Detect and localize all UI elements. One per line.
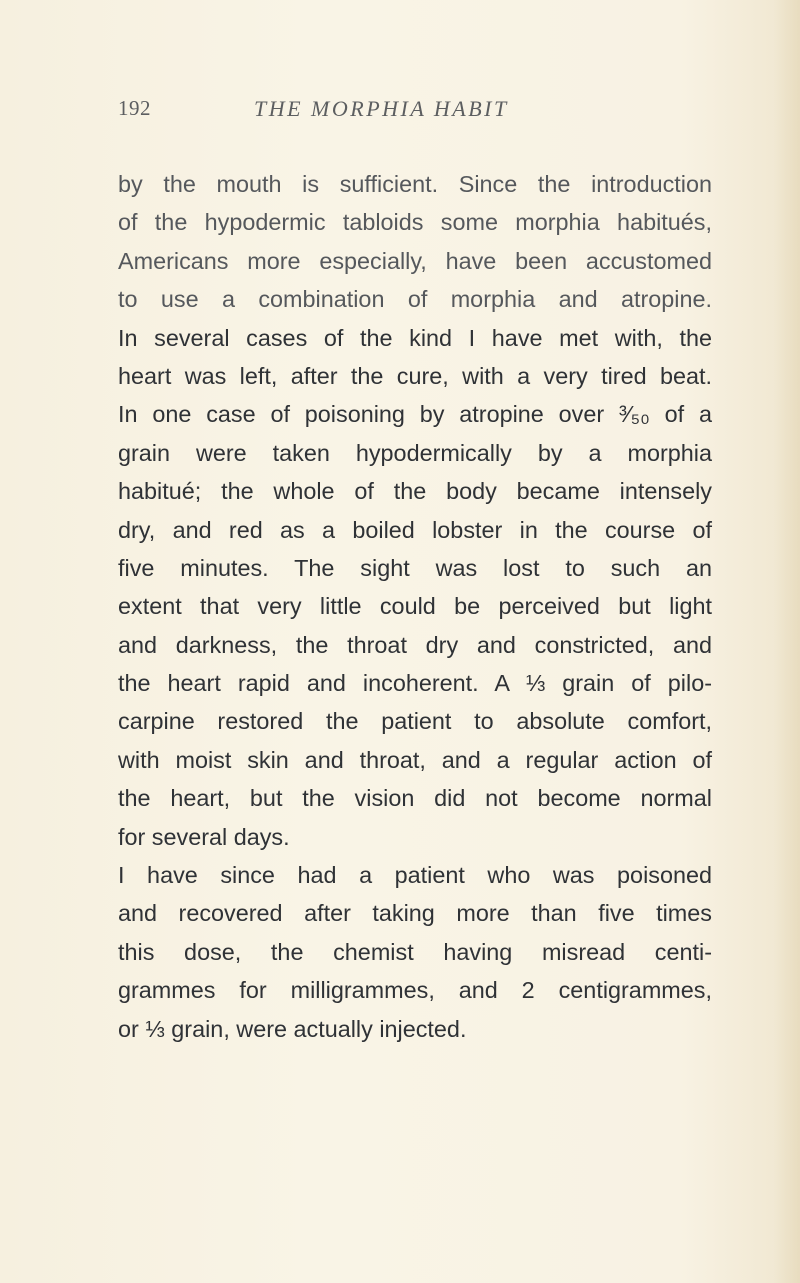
text-line: for several days. bbox=[118, 823, 290, 850]
text-line: heart was left, after the cure, with a very tired beat. bbox=[118, 362, 712, 389]
text-line: the heart rapid and incoherent. A ⅓ grain of pilo- bbox=[118, 670, 712, 697]
text-line: by the mouth is sufficient. Since the introduction bbox=[118, 171, 712, 197]
text-line: or ⅓ grain, were actually injected. bbox=[118, 1015, 467, 1042]
paragraph-1 bbox=[118, 165, 712, 856]
text-line: I have since had a patient who was poisoned bbox=[118, 862, 712, 889]
page-header bbox=[118, 96, 718, 126]
text-line: grammes for milligrammes, and 2 centigrammes, bbox=[118, 977, 712, 1004]
text-line: habitué; the whole of the body became intensely bbox=[118, 478, 712, 505]
text-line: of the hypodermic tabloids some morphia habitués, bbox=[118, 209, 712, 236]
text-line: grain were taken hypodermically by a morphia bbox=[118, 439, 712, 466]
page-edge-shadow bbox=[774, 0, 800, 1283]
text-line: five minutes. The sight was lost to such an bbox=[118, 554, 712, 581]
text-line: Americans more especially, have been accustomed bbox=[118, 247, 712, 274]
text-line: with moist skin and throat, and a regular action of bbox=[118, 746, 712, 773]
body-text bbox=[118, 165, 712, 1048]
text-line: and darkness, the throat dry and constricted, and bbox=[118, 631, 712, 658]
text-line: the heart, but the vision did not become normal bbox=[118, 785, 712, 812]
text-line: extent that very little could be perceived but light bbox=[118, 593, 712, 620]
text-line: dry, and red as a boiled lobster in the course of bbox=[118, 516, 712, 543]
page-number: 192 bbox=[118, 96, 151, 120]
running-title: THE MORPHIA HABIT bbox=[254, 96, 509, 121]
text-line: In one case of poisoning by atropine over ³⁄₅₀ of a bbox=[118, 401, 712, 428]
text-line: and recovered after taking more than five times bbox=[118, 900, 712, 927]
text-line: In several cases of the kind I have met with, the bbox=[118, 324, 712, 351]
text-line: to use a combination of morphia and atropine. bbox=[118, 286, 712, 313]
text-line: this dose, the chemist having misread centi- bbox=[118, 938, 712, 965]
text-line: carpine restored the patient to absolute comfort, bbox=[118, 708, 712, 735]
paragraph-2 bbox=[118, 856, 712, 1048]
